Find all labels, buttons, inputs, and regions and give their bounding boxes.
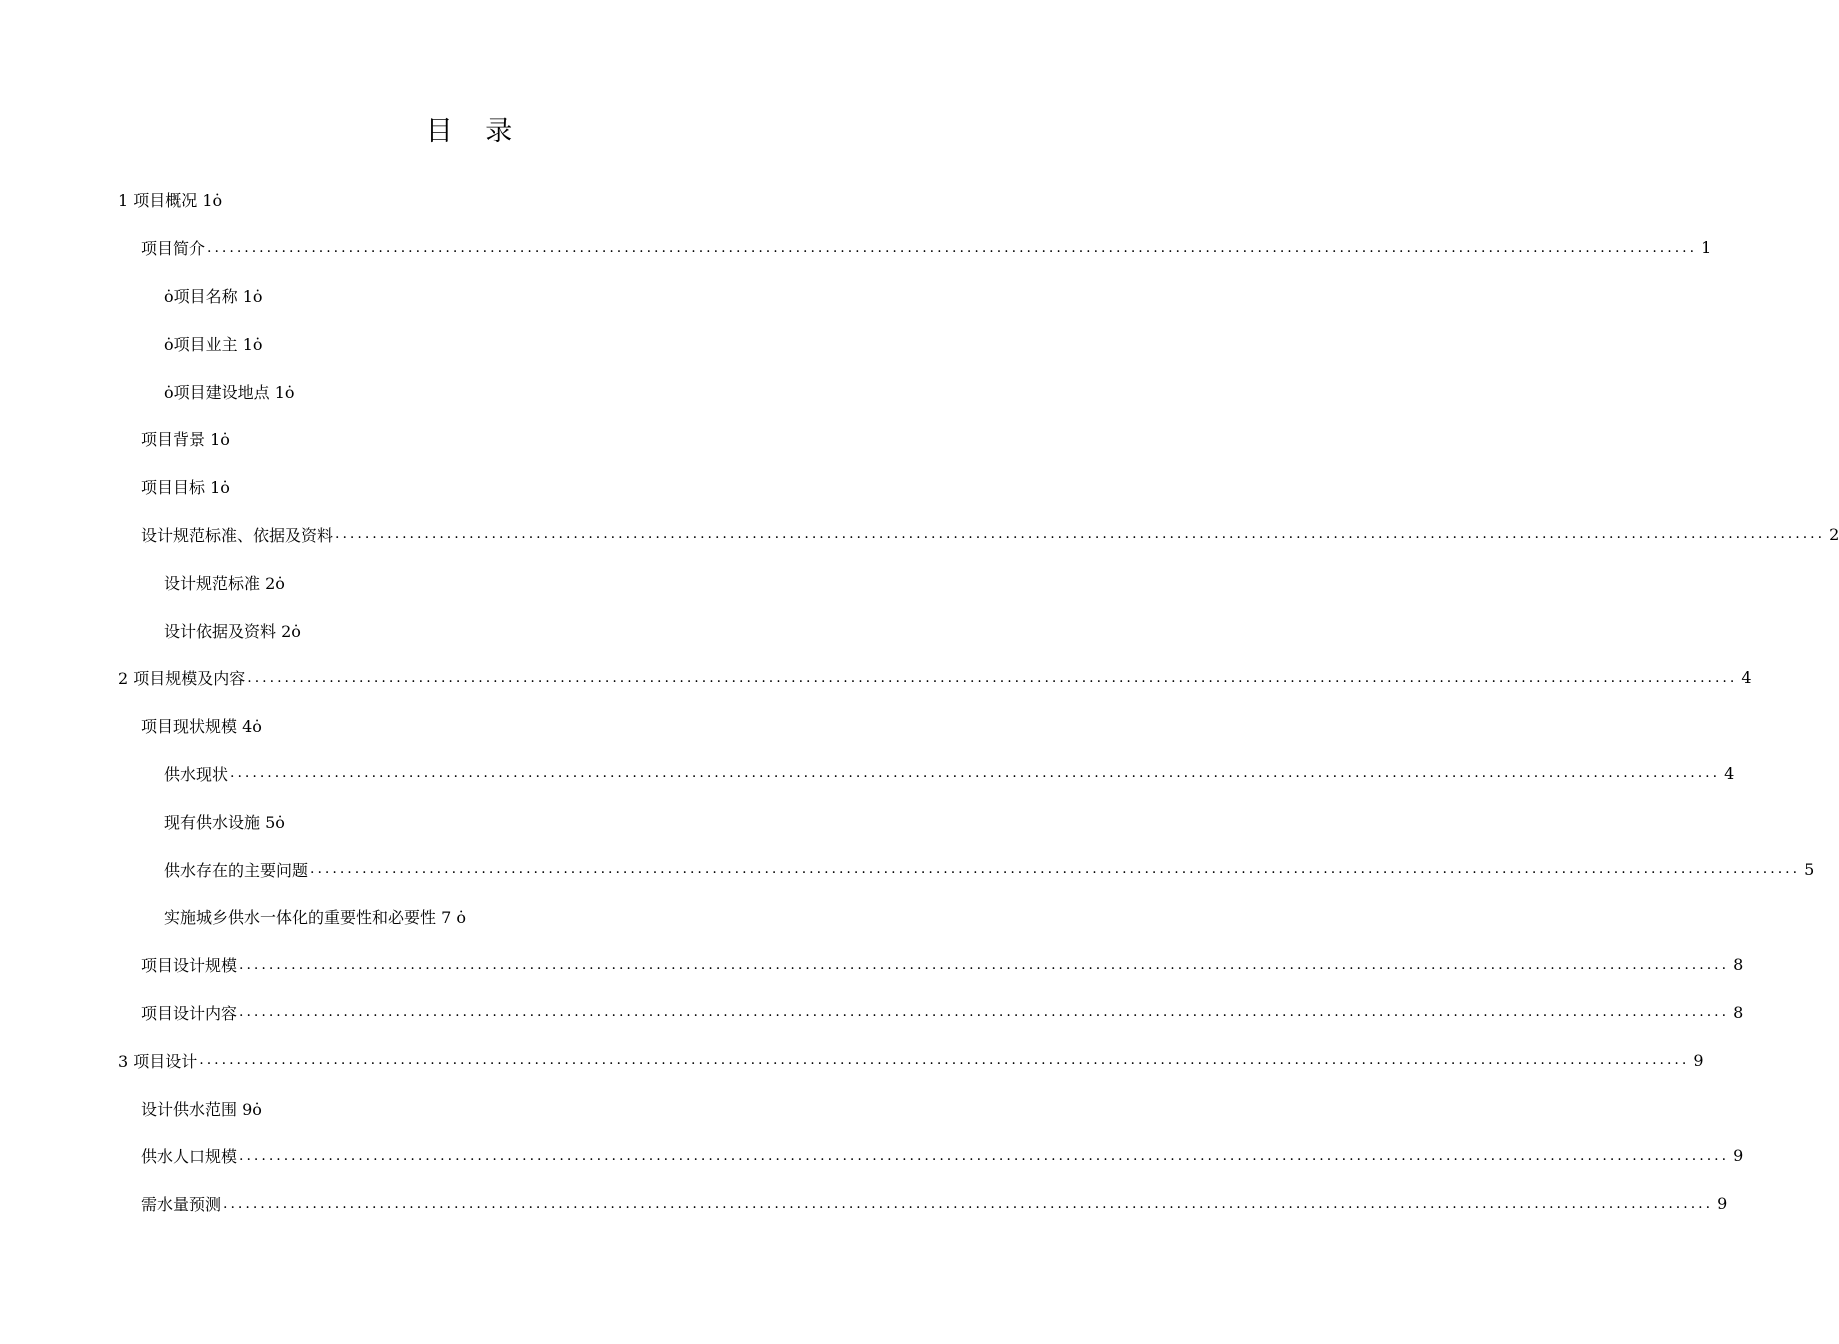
toc-entry[interactable] — [0, 558, 950, 606]
toc-entry[interactable] — [0, 941, 1744, 989]
toc-page-number: 5 — [1804, 859, 1815, 879]
toc-entry[interactable] — [0, 415, 950, 463]
toc-page-number: 8 — [1733, 955, 1744, 975]
toc-entry-label: 设计依据及资料 2ȯ — [164, 621, 301, 641]
toc-entry-label: 需水量预测 — [141, 1195, 222, 1215]
toc-page-number: 8 — [1733, 1002, 1744, 1022]
toc-entry-label: ȯ项目业主 1ȯ — [164, 334, 263, 354]
toc-entry[interactable] — [0, 1036, 1704, 1084]
toc-entry-label: 项目背景 1ȯ — [141, 430, 230, 450]
toc-list — [0, 176, 1839, 1228]
toc-entry[interactable] — [0, 367, 950, 415]
toc-entry[interactable] — [0, 1180, 1728, 1228]
toc-page-number: 4 — [1724, 763, 1735, 783]
toc-entry-label: 设计供水范围 9ȯ — [141, 1099, 262, 1119]
toc-entry[interactable] — [0, 702, 950, 750]
toc-entry-label: 项目简介 — [141, 239, 206, 259]
dot-leader: ........................................................................................................................................................................................................ — [239, 1147, 1730, 1164]
toc-entry[interactable] — [0, 750, 1735, 798]
toc-entry[interactable] — [0, 319, 950, 367]
toc-entry-label: 实施城乡供水一体化的重要性和必要性 7 ȯ — [164, 908, 466, 928]
toc-entry-label: 现有供水设施 5ȯ — [164, 812, 285, 832]
toc-entry[interactable] — [0, 463, 950, 511]
toc-entry-label: 供水现状 — [164, 764, 229, 784]
toc-entry-label: 2 项目规模及内容 — [118, 669, 246, 689]
toc-entry[interactable] — [0, 1084, 950, 1132]
toc-entry[interactable] — [0, 893, 950, 941]
toc-entry-label: 项目现状规模 4ȯ — [141, 717, 262, 737]
dot-leader: ........................................................................................................................................................................................................ — [207, 239, 1698, 256]
toc-entry-label: 供水存在的主要问题 — [164, 860, 309, 880]
toc-entry[interactable] — [0, 1132, 1744, 1180]
toc-entry[interactable] — [0, 989, 1744, 1037]
toc-entry[interactable] — [0, 224, 1712, 272]
toc-page-number: 9 — [1693, 1050, 1704, 1070]
toc-page-number: 2 — [1829, 524, 1839, 544]
toc-page-number: 1 — [1701, 238, 1712, 258]
toc-entry-label: 供水人口规模 — [141, 1147, 238, 1167]
toc-entry[interactable] — [0, 511, 1839, 559]
toc-page-number: 9 — [1733, 1146, 1744, 1166]
dot-leader: ........................................................................................................................................................................................................ — [223, 1195, 1714, 1212]
dot-leader: ........................................................................................................................................................................................................ — [239, 956, 1730, 973]
toc-entry-label: 项目设计内容 — [141, 1003, 238, 1023]
toc-entry-label: ȯ项目名称 1ȯ — [164, 286, 263, 306]
toc-entry-label: 设计规范标准 2ȯ — [164, 573, 285, 593]
toc-page-number: 4 — [1741, 668, 1752, 688]
dot-leader: ........................................................................................................................................................................................................ — [335, 526, 1826, 543]
toc-entry-label: 项目目标 1ȯ — [141, 478, 230, 498]
toc-title: 目 录 — [425, 116, 525, 147]
toc-entry-label: 设计规范标准、依据及资料 — [141, 525, 334, 545]
dot-leader: ........................................................................................................................................................................................................ — [230, 765, 1721, 782]
toc-entry-label: 3 项目设计 — [118, 1051, 198, 1071]
toc-entry[interactable] — [0, 654, 1752, 702]
toc-page-number: 9 — [1717, 1194, 1728, 1214]
dot-leader: ........................................................................................................................................................................................................ — [310, 861, 1801, 878]
toc-entry[interactable] — [0, 606, 950, 654]
dot-leader: ........................................................................................................................................................................................................ — [247, 669, 1738, 686]
toc-entry[interactable] — [0, 272, 950, 320]
toc-entry[interactable] — [0, 176, 950, 224]
dot-leader: ........................................................................................................................................................................................................ — [199, 1052, 1690, 1069]
toc-entry-label: 1 项目概况 1ȯ — [118, 191, 223, 211]
toc-entry[interactable] — [0, 845, 1815, 893]
toc-entry-label: ȯ项目建设地点 1ȯ — [164, 382, 295, 402]
toc-entry[interactable] — [0, 797, 950, 845]
toc-entry-label: 项目设计规模 — [141, 956, 238, 976]
dot-leader: ........................................................................................................................................................................................................ — [239, 1004, 1730, 1021]
